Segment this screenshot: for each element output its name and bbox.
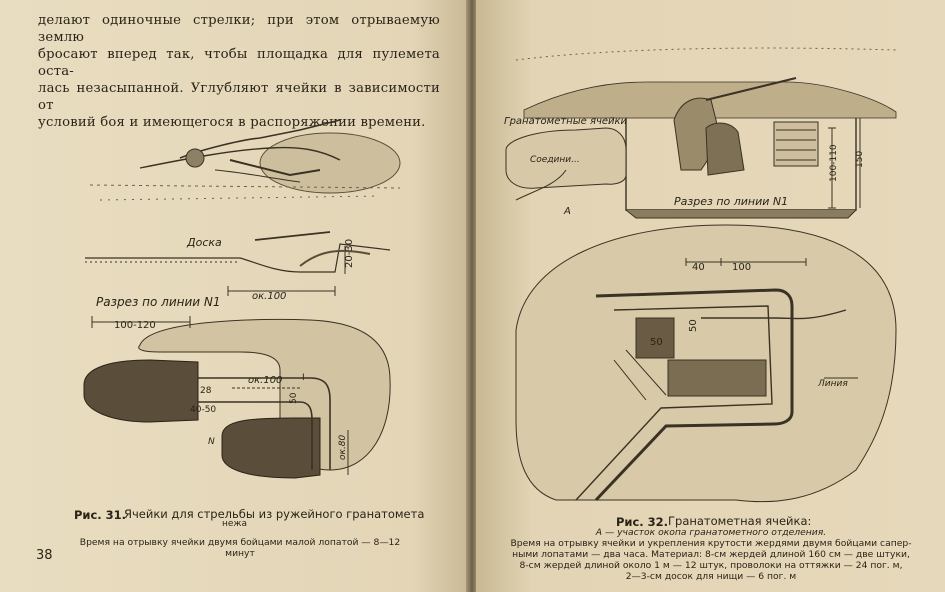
figure-32-caption: Гранатометная ячейка: bbox=[668, 514, 812, 528]
d50a-label: 50 bbox=[650, 337, 663, 348]
note-line: 8-см жердей длиной около 1 м — 12 штук, проволоки на оттяжки — 24 пог. м, bbox=[519, 560, 903, 571]
line-label: Линия bbox=[818, 379, 848, 389]
right-section-label: Разрез по линии N1 bbox=[674, 195, 789, 208]
depth-total-label: 150 bbox=[855, 150, 865, 168]
intro-line: лась незасыпанной. Углубляют ячейки в зависимости от bbox=[38, 81, 440, 113]
a-mark-label: А bbox=[564, 206, 571, 217]
i-mark-label: I bbox=[302, 373, 305, 383]
note-line: 2—3-см досок для нищи — 6 пог. м bbox=[625, 571, 797, 582]
grenade-cells-label: Гранатометные ячейки bbox=[504, 116, 628, 127]
intro-line: делают одиночные стрелки; при этом отрываемую землю bbox=[38, 13, 440, 45]
page-number: 38 bbox=[36, 548, 53, 563]
width-label: 100-120 bbox=[114, 320, 156, 331]
ok100-plan-label: ок.100 bbox=[248, 375, 283, 386]
d50-label: 50 bbox=[289, 392, 299, 404]
right-page bbox=[476, 0, 945, 592]
figure-31-note: Время на отрывку ячейки двумя бойцами малой лопатой — 8—12 минут bbox=[79, 537, 401, 559]
intro-line: бросают вперед так, чтобы площадка для пулемета оста- bbox=[38, 47, 440, 79]
ok100-top-label: ок.100 bbox=[252, 291, 287, 302]
depth-range-label: 100-110 bbox=[829, 144, 839, 182]
left-page bbox=[0, 0, 468, 592]
figure-32-note bbox=[486, 538, 936, 582]
n-mark-label: N bbox=[208, 437, 215, 447]
figure-32-drawing bbox=[476, 0, 945, 592]
ok80-label: ок.80 bbox=[338, 434, 348, 460]
d100-label: 100 bbox=[732, 262, 752, 273]
figure-32-subcaption: А — участок окопа гранатометного отделения. bbox=[595, 527, 827, 538]
d4050-label: 40-50 bbox=[190, 405, 217, 415]
figure-31-drawing bbox=[0, 0, 468, 592]
d28-label: 28 bbox=[200, 386, 212, 396]
board-label: Доска bbox=[187, 236, 222, 249]
note-line: ными лопатами — два часа. Материал: 8-см жердей длиной 160 см — две штуки, bbox=[512, 549, 910, 560]
figure-32-number: Рис. 32. bbox=[616, 515, 669, 529]
d50b-label: 50 bbox=[688, 319, 699, 332]
intro-line: условий боя и имеющегося в распоряжении времени. bbox=[38, 115, 426, 130]
note-line: Время на отрывку ячейки и укрепления крутости жердями двумя бойцами сапер- bbox=[510, 538, 912, 549]
depth-label: 20-30 bbox=[344, 238, 355, 268]
section-line-label: Разрез по линии N1 bbox=[96, 295, 221, 309]
figure-31-caption-tail: нежа bbox=[222, 519, 248, 529]
connector-label: Соедини... bbox=[530, 155, 580, 165]
d40-label: 40 bbox=[692, 262, 705, 273]
figure-31-number: Рис. 31. bbox=[74, 508, 127, 522]
grenade-cell-plan bbox=[516, 225, 896, 502]
prone-soldier-sketch bbox=[90, 120, 400, 200]
figure-31-caption: Ячейки для стрельбы из ружейного гранатомета bbox=[124, 507, 425, 521]
